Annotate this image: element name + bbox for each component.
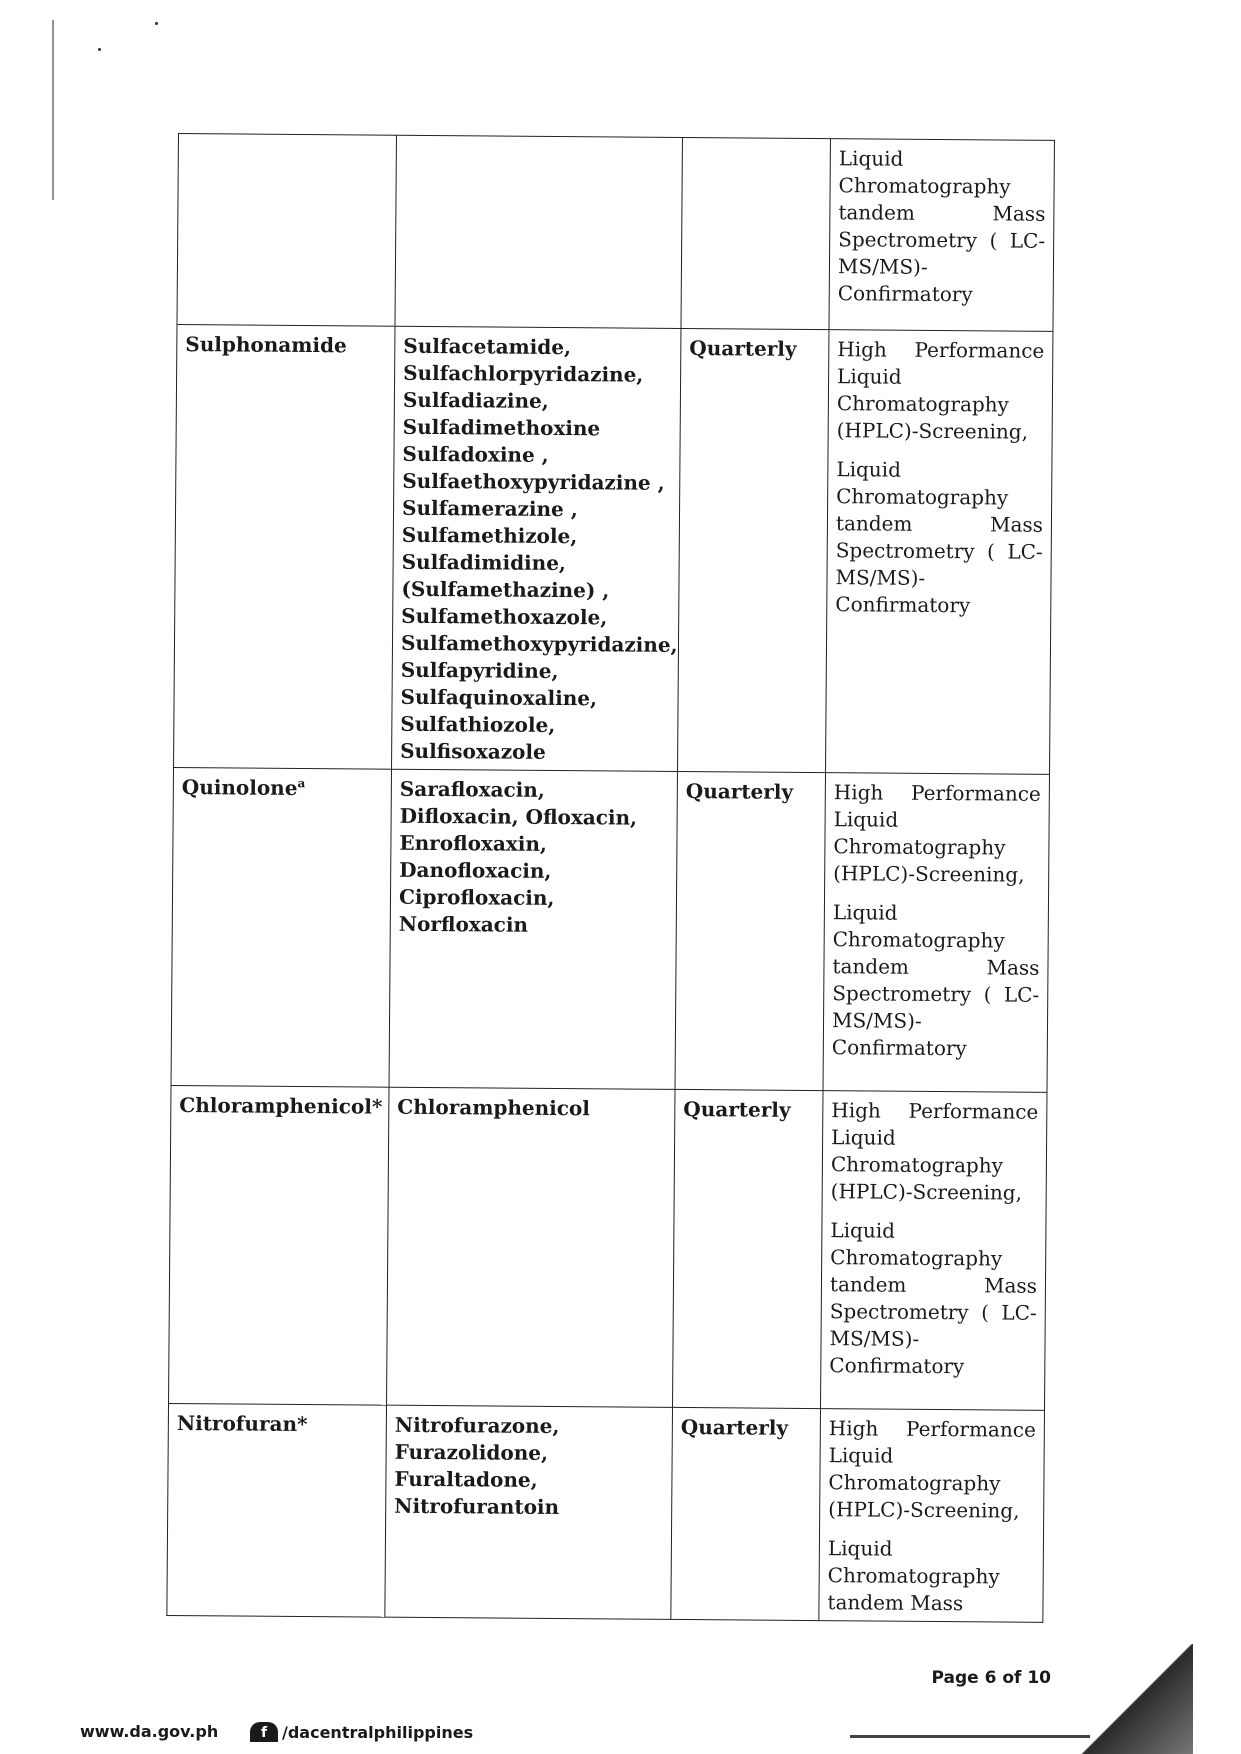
- confirmatory-method-text: Liquid Chromatography tandem Mass Spectrometry ( LC-MS/MS)- Confirmatory: [829, 1218, 1038, 1379]
- scan-speck: [98, 48, 101, 51]
- table-row: [174, 324, 1053, 774]
- table-row: [169, 1085, 1047, 1410]
- method-cell: [819, 1409, 1045, 1623]
- drug-group-label: Quinolone: [181, 775, 298, 800]
- screening-method-text: High Performance Liquid Chromatography (HPLC)-Screening,: [830, 1098, 1039, 1205]
- confirmatory-method-text: Liquid Chromatography tandem Mass Spectrometry ( LC-MS/MS)- Confirmatory: [835, 457, 1044, 618]
- method-cell: [829, 139, 1054, 332]
- website-link[interactable]: www.da.gov.ph: [80, 1722, 219, 1741]
- scan-bottom-rule: [850, 1735, 1090, 1738]
- drug-group-label: Nitrofuran*: [176, 1411, 308, 1437]
- drug-group-label: Chloramphenicol*: [179, 1093, 383, 1119]
- method-cell: [823, 773, 1049, 1093]
- frequency-cell: Quarterly: [671, 1407, 821, 1620]
- table-row: [167, 1403, 1045, 1622]
- frequency-cell: Quarterly: [678, 328, 829, 772]
- social-handle: /dacentralphilippines: [282, 1722, 474, 1742]
- screening-method-text: High Performance Liquid Chromatography (HPLC)-Screening,: [828, 1416, 1036, 1523]
- drug-group-cell: [167, 1403, 387, 1617]
- method-text: Liquid Chromatography tandem Mass Spectrometry ( LC-MS/MS)- Confirmatory: [837, 146, 1046, 307]
- social-link[interactable]: [250, 1722, 473, 1742]
- screening-method-text: High Performance Liquid Chromatography (HPLC)-Screening,: [836, 337, 1045, 444]
- table-row: [177, 134, 1054, 332]
- facebook-icon: f: [250, 1722, 278, 1742]
- compounds-cell: Sulfacetamide, Sulfachlorpyridazine, Sulfadiazine, Sulfadimethoxine Sulfadoxine , Sulfaethoxypyridazine , Sulfamerazine , Sulfamethizole, Sulfadimidine, (Sulfamethazine) , Sulfamethoxazole, Sulfamethoxypyridazine, Sulfapyridine, Sulfaquinoxaline, Sulfathiozole, Sulfisoxazole: [392, 326, 681, 771]
- compounds-cell: [395, 135, 682, 328]
- frequency-cell: Quarterly: [673, 1089, 823, 1408]
- confirmatory-method-text: Liquid Chromatography tandem Mass: [827, 1536, 1000, 1616]
- method-cell: [825, 330, 1052, 775]
- scan-speck: [155, 22, 158, 25]
- confirmatory-method-text: Liquid Chromatography tandem Mass Spectrometry ( LC-MS/MS)- Confirmatory: [831, 900, 1040, 1061]
- compounds-cell: Nitrofurazone, Furazolidone, Furaltadone, Nitrofurantoin: [385, 1405, 673, 1619]
- drug-group-label: Sulphonamide: [185, 332, 347, 358]
- footnote-marker: a: [297, 776, 306, 791]
- screening-method-text: High Performance Liquid Chromatography (HPLC)-Screening,: [833, 780, 1041, 887]
- frequency-cell: Quarterly: [675, 771, 825, 1090]
- scan-page-edge: [52, 20, 54, 200]
- drug-group-cell: [171, 767, 391, 1087]
- page-number: Page 6 of 10: [931, 1668, 1051, 1688]
- drug-group-cell: [169, 1085, 389, 1405]
- drug-group-cell: [177, 134, 396, 327]
- drug-group-cell: [174, 324, 395, 769]
- compounds-cell: Chloramphenicol: [387, 1087, 675, 1407]
- compounds-cell: Sarafloxacin, Difloxacin, Ofloxacin, Enrofloxaxin, Danofloxacin, Ciprofloxacin, Norfloxacin: [389, 769, 677, 1089]
- frequency-cell: [681, 137, 830, 329]
- table-row: [171, 767, 1049, 1092]
- method-cell: [821, 1091, 1047, 1411]
- residue-monitoring-table: [166, 133, 1055, 1623]
